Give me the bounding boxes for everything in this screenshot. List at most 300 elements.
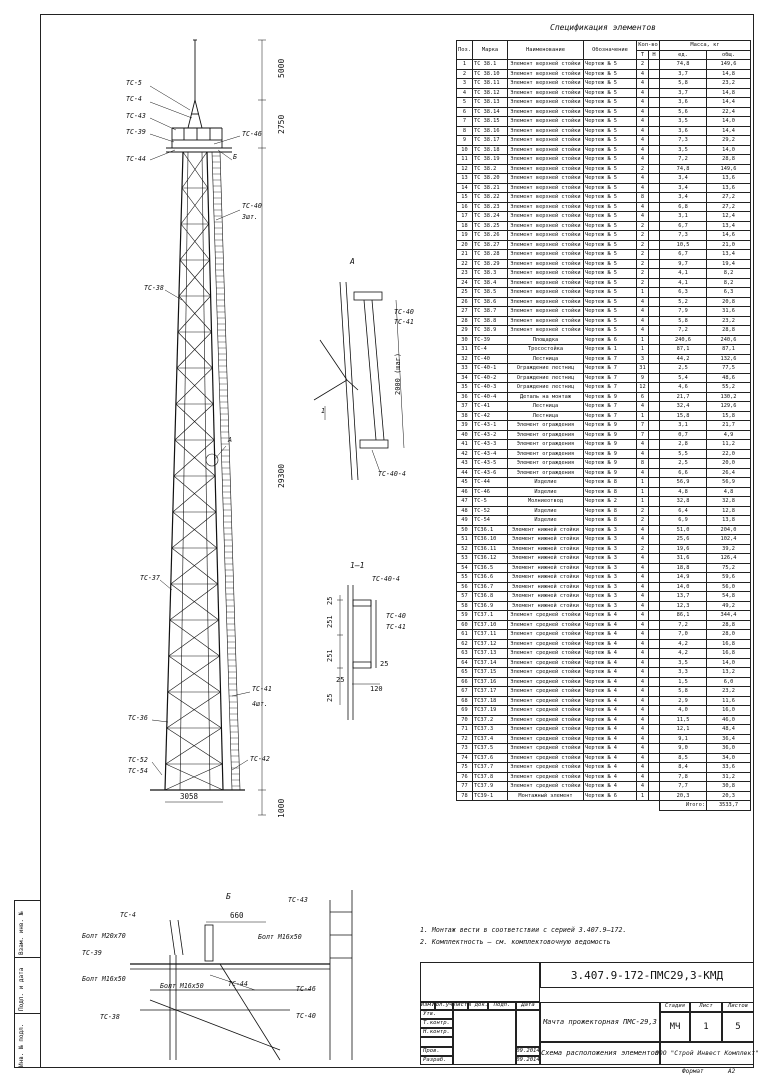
spec-cell-qty: 4: [637, 782, 649, 792]
spec-cell-unit: 5,8: [660, 79, 707, 89]
spec-cell-qty: 4: [637, 753, 649, 763]
spec-row: [457, 687, 751, 697]
spec-row: [457, 136, 751, 146]
spec-row: [457, 297, 751, 307]
spec-cell-pos: 30: [457, 335, 473, 345]
spec-cell-qty: 1: [637, 791, 649, 801]
spec-cell-total: 149,6: [707, 60, 751, 70]
tb-r-utv: Утв.: [420, 1010, 453, 1019]
spec-cell-name: Элемент нижней стойки: [508, 592, 584, 602]
spec-row: [457, 734, 751, 744]
spec-cell-mark: ТС-43-4: [473, 449, 508, 459]
spec-cell-desig: Чертеж № 4: [584, 658, 637, 668]
spec-cell-total: 130,2: [707, 392, 751, 402]
tb-object: Мачта прожекторная ПМС-29,3: [540, 1002, 660, 1042]
spec-cell-qty: 4: [637, 212, 649, 222]
spec-cell-pos: 34: [457, 373, 473, 383]
spec-cell-qty: 4: [637, 117, 649, 127]
tb-date-blank: [516, 1010, 540, 1047]
spec-row: [457, 430, 751, 440]
spec-cell-pos: 40: [457, 430, 473, 440]
spec-cell-unit: 74,8: [660, 164, 707, 174]
spec-cell-n: [649, 231, 660, 241]
tb-org: ООО "Строй Инвест Комплект": [660, 1042, 754, 1065]
spec-cell-name: Элемент нижней стойки: [508, 601, 584, 611]
spec-row: [457, 516, 751, 526]
spec-cell-n: [649, 430, 660, 440]
spec-cell-total: 20,8: [707, 297, 751, 307]
spec-cell-qty: 4: [637, 316, 649, 326]
spec-cell-pos: 72: [457, 734, 473, 744]
title-block: [420, 962, 759, 1068]
spec-cell-qty: 2: [637, 544, 649, 554]
spec-cell-desig: Чертеж № 4: [584, 772, 637, 782]
spec-cell-desig: Чертеж № 9: [584, 440, 637, 450]
spec-cell-pos: 7: [457, 117, 473, 127]
spec-cell-unit: 240,6: [660, 335, 707, 345]
tb-h-listov: Листов: [722, 1002, 754, 1012]
spec-row: [457, 592, 751, 602]
spec-h-t: Т: [637, 50, 649, 60]
spec-cell-unit: 3,4: [660, 174, 707, 184]
spec-cell-name: Элемент верхней стойки: [508, 98, 584, 108]
spec-row: [457, 449, 751, 459]
spec-cell-desig: Чертеж № 3: [584, 535, 637, 545]
spec-cell-n: [649, 136, 660, 146]
spec-cell-name: Элемент верхней стойки: [508, 259, 584, 269]
spec-cell-desig: Чертеж № 5: [584, 60, 637, 70]
spec-cell-unit: 6,4: [660, 506, 707, 516]
spec-cell-total: 129,6: [707, 402, 751, 412]
spec-cell-desig: Чертеж № 3: [584, 573, 637, 583]
spec-cell-unit: 4,1: [660, 269, 707, 279]
spec-cell-desig: Чертеж № 8: [584, 487, 637, 497]
label-tc54: ТС-54: [128, 767, 148, 775]
dim-2750: 2750: [277, 114, 286, 134]
spec-cell-total: 16,8: [707, 639, 751, 649]
spec-cell-pos: 47: [457, 497, 473, 507]
spec-cell-pos: 63: [457, 649, 473, 659]
spec-cell-pos: 33: [457, 364, 473, 374]
spec-cell-total: 77,5: [707, 364, 751, 374]
spec-cell-total: 204,0: [707, 525, 751, 535]
spec-cell-pos: 38: [457, 411, 473, 421]
spec-cell-n: [649, 649, 660, 659]
spec-cell-n: [649, 582, 660, 592]
spec-cell-name: Деталь на монтаж: [508, 392, 584, 402]
label-tc37: ТС-37: [140, 574, 160, 582]
spec-cell-name: Элемент верхней стойки: [508, 278, 584, 288]
spec-cell-pos: 21: [457, 250, 473, 260]
spec-cell-qty: 4: [637, 563, 649, 573]
spec-cell-name: Элемент верхней стойки: [508, 297, 584, 307]
spec-cell-total: 56,9: [707, 478, 751, 488]
format-value: А2: [728, 1068, 736, 1075]
spec-cell-name: Элемент нижней стойки: [508, 573, 584, 583]
spec-cell-unit: 6,7: [660, 250, 707, 260]
view-11-title: 1–1: [350, 561, 365, 570]
spec-cell-unit: 3,4: [660, 183, 707, 193]
spec-cell-total: 14,6: [707, 231, 751, 241]
spec-cell-unit: 2,5: [660, 364, 707, 374]
tb-list: 1: [690, 1012, 722, 1042]
spec-cell-n: [649, 60, 660, 70]
spec-cell-mark: ТС37.11: [473, 630, 508, 640]
spec-cell-unit: 2,9: [660, 696, 707, 706]
spec-cell-desig: Чертеж № 9: [584, 421, 637, 431]
spec-cell-desig: Чертеж № 4: [584, 687, 637, 697]
spec-cell-total: 29,2: [707, 136, 751, 146]
spec-cell-desig: Чертеж № 5: [584, 250, 637, 260]
spec-cell-desig: Чертеж № 5: [584, 98, 637, 108]
spec-cell-mark: ТС 38.23: [473, 202, 508, 212]
spec-row: [457, 326, 751, 336]
spec-cell-total: 31,6: [707, 307, 751, 317]
spec-cell-pos: 32: [457, 354, 473, 364]
tb-r-tkontr: Т.контр.: [420, 1019, 453, 1028]
view-11-d25a: 25: [326, 596, 334, 605]
spec-cell-pos: 55: [457, 573, 473, 583]
spec-row: [457, 782, 751, 792]
spec-cell-unit: 7,3: [660, 231, 707, 241]
spec-cell-desig: Чертеж № 4: [584, 620, 637, 630]
spec-cell-qty: 4: [637, 649, 649, 659]
spec-cell-n: [649, 183, 660, 193]
spec-cell-total: 149,6: [707, 164, 751, 174]
spec-cell-pos: 35: [457, 383, 473, 393]
spec-cell-pos: 56: [457, 582, 473, 592]
spec-cell-name: Элемент верхней стойки: [508, 136, 584, 146]
spec-row: [457, 373, 751, 383]
spec-cell-total: 14,0: [707, 658, 751, 668]
label-tc44: ТС-44: [126, 155, 146, 163]
spec-cell-name: Элемент верхней стойки: [508, 145, 584, 155]
view-b-bolt3: Болт М16х50: [160, 982, 204, 990]
spec-cell-desig: Чертеж № 4: [584, 639, 637, 649]
view-a-title: А: [350, 257, 355, 266]
spec-cell-desig: Чертеж № 9: [584, 392, 637, 402]
spec-row: [457, 677, 751, 687]
spec-cell-qty: 1: [637, 345, 649, 355]
spec-h-mark: Марка: [473, 41, 508, 60]
spec-cell-mark: ТС37.15: [473, 668, 508, 678]
spec-cell-unit: 4,0: [660, 706, 707, 716]
view-b-tc46: ТС-46: [296, 985, 316, 993]
spec-cell-name: Элемент средней стойки: [508, 763, 584, 773]
spec-cell-unit: 6,3: [660, 288, 707, 298]
spec-cell-total: 14,8: [707, 88, 751, 98]
spec-cell-unit: 7,8: [660, 772, 707, 782]
spec-cell-unit: 12,1: [660, 725, 707, 735]
spec-cell-qty: 4: [637, 202, 649, 212]
spec-cell-pos: 3: [457, 79, 473, 89]
spec-row: [457, 354, 751, 364]
spec-cell-mark: ТС 38.20: [473, 174, 508, 184]
view-11-d25d: 25: [380, 660, 389, 668]
spec-row: [457, 269, 751, 279]
spec-row: [457, 468, 751, 478]
spec-cell-total: 28,8: [707, 326, 751, 336]
spec-cell-pos: 49: [457, 516, 473, 526]
spec-cell-desig: Чертеж № 5: [584, 126, 637, 136]
spec-cell-total: 27,2: [707, 202, 751, 212]
spec-cell-mark: ТС 38.10: [473, 69, 508, 79]
spec-cell-qty: 4: [637, 554, 649, 564]
spec-row: [457, 240, 751, 250]
spec-cell-desig: Чертеж № 4: [584, 715, 637, 725]
spec-cell-total: 55,2: [707, 383, 751, 393]
spec-cell-n: [649, 449, 660, 459]
spec-cell-unit: 6,9: [660, 516, 707, 526]
spec-cell-n: [649, 506, 660, 516]
spec-cell-unit: 7,2: [660, 620, 707, 630]
spec-cell-qty: 31: [637, 364, 649, 374]
view-11-d25c: 25: [336, 676, 345, 684]
spec-cell-n: [649, 373, 660, 383]
tb-h-kolu: Кол.уч.: [432, 1002, 456, 1009]
spec-cell-desig: Чертеж № 4: [584, 782, 637, 792]
spec-cell-name: Элемент верхней стойки: [508, 221, 584, 231]
spec-cell-mark: ТС-54: [473, 516, 508, 526]
spec-row: [457, 459, 751, 469]
spec-cell-qty: 4: [637, 668, 649, 678]
spec-cell-desig: Чертеж № 7: [584, 354, 637, 364]
spec-h-total: общ.: [707, 50, 751, 60]
spec-row: [457, 421, 751, 431]
spec-cell-total: 14,8: [707, 69, 751, 79]
spec-cell-pos: 24: [457, 278, 473, 288]
spec-row: [457, 259, 751, 269]
spec-cell-unit: 3,5: [660, 117, 707, 127]
spec-cell-pos: 66: [457, 677, 473, 687]
spec-cell-name: Лестница: [508, 411, 584, 421]
spec-cell-mark: ТС37.9: [473, 782, 508, 792]
spec-cell-desig: Чертеж № 5: [584, 136, 637, 146]
spec-cell-total: 21,7: [707, 421, 751, 431]
spec-row: [457, 791, 751, 801]
spec-cell-qty: 4: [637, 145, 649, 155]
spec-cell-n: [649, 202, 660, 212]
spec-cell-desig: Чертеж № 5: [584, 297, 637, 307]
view-a-dim: 2000 (шаг): [394, 352, 402, 395]
spec-cell-mark: ТС 38.25: [473, 221, 508, 231]
spec-cell-pos: 13: [457, 174, 473, 184]
spec-cell-mark: ТС 38.24: [473, 212, 508, 222]
spec-cell-qty: 4: [637, 696, 649, 706]
spec-cell-desig: Чертеж № 4: [584, 706, 637, 716]
spec-cell-pos: 10: [457, 145, 473, 155]
tb-h-podp: Подп.: [488, 1002, 516, 1010]
spec-total-value: 3533,7: [707, 801, 751, 811]
spec-cell-mark: ТС37.8: [473, 772, 508, 782]
spec-cell-mark: ТС-4: [473, 345, 508, 355]
note-1: 1. Монтаж вести в соответствии с серией 3.407.9–172.: [420, 926, 627, 934]
view-11-tc41: ТС-41: [386, 623, 406, 631]
spec-cell-unit: 87,1: [660, 345, 707, 355]
spec-cell-unit: 3,4: [660, 193, 707, 203]
spec-cell-mark: ТС37.4: [473, 734, 508, 744]
spec-cell-total: 13,6: [707, 183, 751, 193]
tb-listov: 5: [722, 1012, 754, 1042]
spec-cell-unit: 8,5: [660, 753, 707, 763]
spec-cell-unit: 14,0: [660, 582, 707, 592]
spec-cell-mark: ТС 38.15: [473, 117, 508, 127]
format-label: Формат: [682, 1068, 704, 1075]
spec-cell-desig: Чертеж № 7: [584, 411, 637, 421]
spec-cell-pos: 54: [457, 563, 473, 573]
spec-cell-desig: Чертеж № 5: [584, 288, 637, 298]
spec-row: [457, 649, 751, 659]
tb-stadia: МЧ: [660, 1012, 690, 1042]
spec-cell-qty: 4: [637, 611, 649, 621]
spec-cell-unit: 5,8: [660, 316, 707, 326]
spec-cell-name: Элемент средней стойки: [508, 668, 584, 678]
spec-cell-total: 12,8: [707, 506, 751, 516]
spec-cell-unit: 32,8: [660, 497, 707, 507]
label-tc43: ТС-43: [126, 112, 146, 120]
spec-cell-desig: Чертеж № 4: [584, 763, 637, 773]
label-tc36: ТС-36: [128, 714, 148, 722]
spec-cell-n: [649, 250, 660, 260]
spec-cell-n: [649, 240, 660, 250]
label-b-callout: Б: [233, 153, 237, 161]
spec-cell-total: 4,8: [707, 487, 751, 497]
spec-h-name: Наименование: [508, 41, 584, 60]
tb-h-list: Лист: [453, 1002, 468, 1009]
spec-row: [457, 411, 751, 421]
spec-row: [457, 221, 751, 231]
spec-cell-unit: 5,4: [660, 373, 707, 383]
spec-cell-unit: 0,7: [660, 430, 707, 440]
spec-cell-unit: 3,1: [660, 212, 707, 222]
spec-cell-unit: 3,5: [660, 658, 707, 668]
spec-cell-mark: ТС37.13: [473, 649, 508, 659]
spec-row: [457, 183, 751, 193]
spec-cell-total: 23,2: [707, 687, 751, 697]
spec-cell-total: 22,0: [707, 449, 751, 459]
spec-cell-unit: 3,7: [660, 88, 707, 98]
spec-cell-mark: ТС 38.27: [473, 240, 508, 250]
spec-h-desig: Обозначение: [584, 41, 637, 60]
spec-cell-mark: ТС-39: [473, 335, 508, 345]
spec-cell-mark: ТС-41: [473, 402, 508, 412]
spec-cell-unit: 6,8: [660, 202, 707, 212]
spec-cell-n: [649, 259, 660, 269]
view-b-tc38: ТС-38: [100, 1013, 120, 1021]
tb-sheet-title: Схема расположения элементов: [540, 1042, 660, 1065]
spec-cell-mark: ТС36.1: [473, 525, 508, 535]
spec-cell-total: 132,6: [707, 354, 751, 364]
view-1-1: [337, 585, 380, 720]
spec-cell-unit: 51,0: [660, 525, 707, 535]
spec-cell-name: Элемент нижней стойки: [508, 535, 584, 545]
spec-cell-name: Элемент средней стойки: [508, 687, 584, 697]
spec-cell-name: Молниеотвод: [508, 497, 584, 507]
spec-cell-n: [649, 639, 660, 649]
spec-table: [456, 40, 751, 811]
spec-cell-total: 240,6: [707, 335, 751, 345]
spec-cell-pos: 9: [457, 136, 473, 146]
spec-cell-n: [649, 668, 660, 678]
spec-cell-pos: 4: [457, 88, 473, 98]
spec-cell-unit: 8,4: [660, 763, 707, 773]
spec-cell-pos: 62: [457, 639, 473, 649]
spec-cell-mark: ТС-5: [473, 497, 508, 507]
spec-cell-desig: Чертеж № 5: [584, 107, 637, 117]
label-tc38: ТС-38: [144, 284, 164, 292]
spec-cell-qty: 4: [637, 525, 649, 535]
spec-cell-total: 33,6: [707, 763, 751, 773]
spec-cell-desig: Чертеж № 5: [584, 155, 637, 165]
spec-cell-mark: ТС37.10: [473, 620, 508, 630]
view-11-tc40-4: ТС-40-4: [372, 575, 400, 583]
spec-cell-desig: Чертеж № 3: [584, 601, 637, 611]
spec-cell-mark: ТС 38.6: [473, 297, 508, 307]
view-11-d120: 120: [370, 685, 383, 693]
tb-r-prov: Пров.: [420, 1047, 453, 1056]
label-tc39: ТС-39: [126, 128, 146, 136]
spec-row: [457, 478, 751, 488]
spec-cell-n: [649, 630, 660, 640]
tb-r-razrab: Разраб.: [420, 1056, 453, 1065]
spec-cell-qty: 4: [637, 677, 649, 687]
spec-cell-qty: 4: [637, 136, 649, 146]
spec-cell-pos: 18: [457, 221, 473, 231]
spec-cell-qty: 8: [637, 459, 649, 469]
spec-cell-n: [649, 383, 660, 393]
spec-cell-mark: ТС36.6: [473, 573, 508, 583]
spec-cell-total: 12,4: [707, 212, 751, 222]
spec-cell-desig: Чертеж № 4: [584, 725, 637, 735]
spec-row: [457, 307, 751, 317]
spec-cell-name: Элемент нижней стойки: [508, 554, 584, 564]
spec-cell-desig: Чертеж № 5: [584, 69, 637, 79]
notes: [420, 924, 626, 948]
spec-cell-name: Элемент верхней стойки: [508, 79, 584, 89]
spec-cell-mark: ТС 38.5: [473, 288, 508, 298]
spec-cell-pos: 8: [457, 126, 473, 136]
spec-cell-total: 56,0: [707, 582, 751, 592]
spec-cell-n: [649, 288, 660, 298]
spec-cell-unit: 5,6: [660, 107, 707, 117]
dim-5000: 5000: [277, 58, 286, 78]
spec-cell-pos: 60: [457, 620, 473, 630]
spec-cell-mark: ТС 38.14: [473, 107, 508, 117]
tb-date2: 09.2014: [516, 1056, 540, 1065]
spec-cell-qty: 4: [637, 183, 649, 193]
spec-cell-total: 28,0: [707, 630, 751, 640]
spec-cell-qty: 2: [637, 506, 649, 516]
spec-cell-unit: 4,6: [660, 383, 707, 393]
spec-cell-unit: 31,6: [660, 554, 707, 564]
spec-cell-total: 20,0: [707, 459, 751, 469]
spec-title: Спецификация элементов: [550, 23, 656, 32]
spec-cell-pos: 65: [457, 668, 473, 678]
spec-row: [457, 316, 751, 326]
spec-h-qty: Кол-во: [638, 42, 658, 49]
spec-row: [457, 753, 751, 763]
spec-cell-unit: 56,9: [660, 478, 707, 488]
spec-cell-desig: Чертеж № 7: [584, 402, 637, 412]
spec-cell-n: [649, 753, 660, 763]
spec-cell-n: [649, 316, 660, 326]
spec-cell-pos: 50: [457, 525, 473, 535]
spec-cell-desig: Чертеж № 8: [584, 516, 637, 526]
spec-cell-name: Изделие: [508, 487, 584, 497]
spec-cell-qty: 2: [637, 221, 649, 231]
spec-cell-name: Элемент верхней стойки: [508, 60, 584, 70]
spec-cell-desig: Чертеж № 5: [584, 269, 637, 279]
